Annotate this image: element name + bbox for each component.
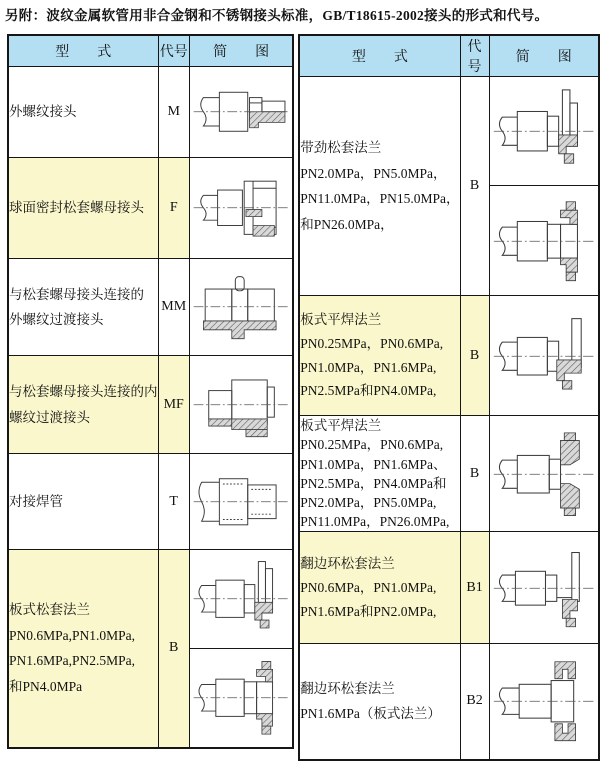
type-line: 翻边环松套法兰 bbox=[300, 680, 395, 696]
diagram-cell bbox=[189, 356, 293, 454]
code-cell: M bbox=[158, 67, 189, 158]
fitting-diagram-nipple-mm bbox=[191, 266, 290, 348]
type-line: PN0.6MPa,PN1.0MPa, bbox=[9, 627, 136, 643]
fitting-table-right bbox=[298, 34, 600, 761]
page-title: 另附：波纹金属软管用非合金钢和不锈钢接头标准，GB/T18615-2002接头的形式和代号。 bbox=[5, 8, 549, 23]
fitting-table-left bbox=[7, 34, 294, 749]
type-line: 翻边环松套法兰 bbox=[300, 556, 395, 572]
diagram-cell bbox=[489, 186, 599, 296]
diagram-cell bbox=[189, 454, 293, 550]
type-line: PN2.5MPa，PN4.0MPa和 bbox=[300, 475, 447, 491]
type-line: PN1.0MPa，PN1.6MPa、 bbox=[300, 456, 447, 472]
code-cell: B bbox=[460, 416, 489, 532]
type-line: 螺纹过渡接头 bbox=[9, 409, 90, 425]
diagram-cell bbox=[489, 644, 599, 760]
fitting-diagram-swivel-nut bbox=[191, 167, 290, 249]
type-line: PN0.6MPa，PN1.0MPa, bbox=[300, 579, 437, 595]
table-row bbox=[8, 356, 293, 454]
fitting-diagram-nipple-mf bbox=[191, 364, 290, 446]
type-cell bbox=[8, 158, 158, 259]
type-line: 板式平焊法兰 bbox=[300, 312, 382, 328]
fitting-diagram-neck-flange-bottom bbox=[491, 198, 596, 284]
fitting-diagram-loose-flange-bottom bbox=[191, 657, 290, 739]
type-line: 板式平焊法兰 bbox=[300, 418, 382, 434]
table-row bbox=[299, 296, 599, 416]
type-line: PN1.0MPa，PN1.6MPa, bbox=[300, 359, 437, 375]
fitting-diagram-loose-flange-top bbox=[191, 558, 290, 640]
table-row bbox=[8, 158, 293, 259]
code-cell: B bbox=[158, 550, 189, 748]
fitting-diagram-flanged-ring-b1 bbox=[491, 545, 596, 631]
code-cell: F bbox=[158, 158, 189, 259]
type-line: PN1.6MPa和PN2.0MPa, bbox=[300, 603, 437, 619]
type-cell bbox=[8, 454, 158, 550]
table-row bbox=[8, 259, 293, 356]
code-cell: B bbox=[460, 77, 489, 296]
type-cell bbox=[299, 644, 460, 760]
code-cell: MM bbox=[158, 259, 189, 356]
fitting-diagram-neck-flange-top bbox=[491, 88, 596, 174]
type-line: 对接焊管 bbox=[9, 493, 63, 509]
type-line: PN1.6MPa（板式法兰） bbox=[300, 706, 441, 722]
type-line: PN11.0MPa，PN15.0MPa， bbox=[300, 191, 460, 207]
type-cell bbox=[8, 259, 158, 356]
diagram-cell bbox=[489, 296, 599, 416]
type-line: 球面密封松套螺母接头 bbox=[9, 200, 144, 216]
fitting-diagram-weld-flange bbox=[491, 313, 596, 399]
type-line: PN0.25MPa，PN0.6MPa, bbox=[300, 437, 444, 453]
type-cell bbox=[299, 416, 460, 532]
type-line: 和PN4.0MPa bbox=[9, 679, 83, 695]
header-row bbox=[8, 35, 293, 67]
column-header-code: 代号 bbox=[460, 35, 489, 77]
fitting-diagram-male-thread bbox=[191, 71, 290, 153]
type-line: PN2.0MPa，PN5.0MPa, bbox=[300, 494, 437, 510]
type-line: PN1.6MPa,PN2.5MPa, bbox=[9, 653, 136, 669]
column-header-diagram: 简 图 bbox=[189, 35, 293, 67]
table-row bbox=[8, 550, 293, 649]
table-row bbox=[299, 644, 599, 760]
diagram-cell bbox=[189, 67, 293, 158]
code-cell: B bbox=[460, 296, 489, 416]
type-line: PN2.5MPa和PN4.0MPa, bbox=[300, 383, 437, 399]
column-header-type: 型 式 bbox=[299, 35, 460, 77]
code-cell: MF bbox=[158, 356, 189, 454]
tables-container bbox=[7, 34, 600, 761]
fitting-diagram-flanged-ring-b2 bbox=[491, 658, 596, 744]
type-cell bbox=[8, 67, 158, 158]
type-line: 外螺纹接头 bbox=[9, 104, 77, 120]
diagram-cell bbox=[189, 158, 293, 259]
diagram-cell bbox=[489, 532, 599, 644]
type-cell bbox=[299, 532, 460, 644]
table-row bbox=[299, 77, 599, 186]
fitting-diagram-butt-weld bbox=[191, 461, 290, 543]
column-header-type: 型 式 bbox=[8, 35, 158, 67]
table-row bbox=[299, 532, 599, 644]
type-line: 与松套螺母接头连接的内 bbox=[9, 384, 158, 400]
type-line: PN2.0MPa，PN5.0MPa， bbox=[300, 165, 447, 181]
fitting-diagram-weld-flange-2 bbox=[491, 431, 596, 517]
type-line: PN11.0MPa，PN26.0MPa, bbox=[300, 514, 450, 530]
type-line: 外螺纹过渡接头 bbox=[9, 312, 104, 328]
table-row bbox=[8, 454, 293, 550]
table-row bbox=[299, 416, 599, 532]
table-row bbox=[8, 67, 293, 158]
type-line: 板式松套法兰 bbox=[9, 602, 90, 618]
diagram-cell bbox=[189, 550, 293, 649]
diagram-cell bbox=[189, 259, 293, 356]
type-line: 与松套螺母接头连接的 bbox=[9, 286, 144, 302]
diagram-cell bbox=[489, 77, 599, 186]
type-line: 和PN26.0MPa， bbox=[300, 216, 394, 232]
column-header-code: 代号 bbox=[158, 35, 189, 67]
type-cell bbox=[299, 296, 460, 416]
type-line: PN0.25MPa，PN0.6MPa, bbox=[300, 336, 444, 352]
code-cell: B2 bbox=[460, 644, 489, 760]
type-cell bbox=[8, 550, 158, 748]
type-cell bbox=[299, 77, 460, 296]
type-cell bbox=[8, 356, 158, 454]
header-row bbox=[299, 35, 599, 77]
code-cell: T bbox=[158, 454, 189, 550]
column-header-diagram: 简 图 bbox=[489, 35, 599, 77]
diagram-cell bbox=[489, 416, 599, 532]
type-line: 带劲松套法兰 bbox=[300, 139, 382, 155]
diagram-cell bbox=[189, 649, 293, 748]
code-cell: B1 bbox=[460, 532, 489, 644]
